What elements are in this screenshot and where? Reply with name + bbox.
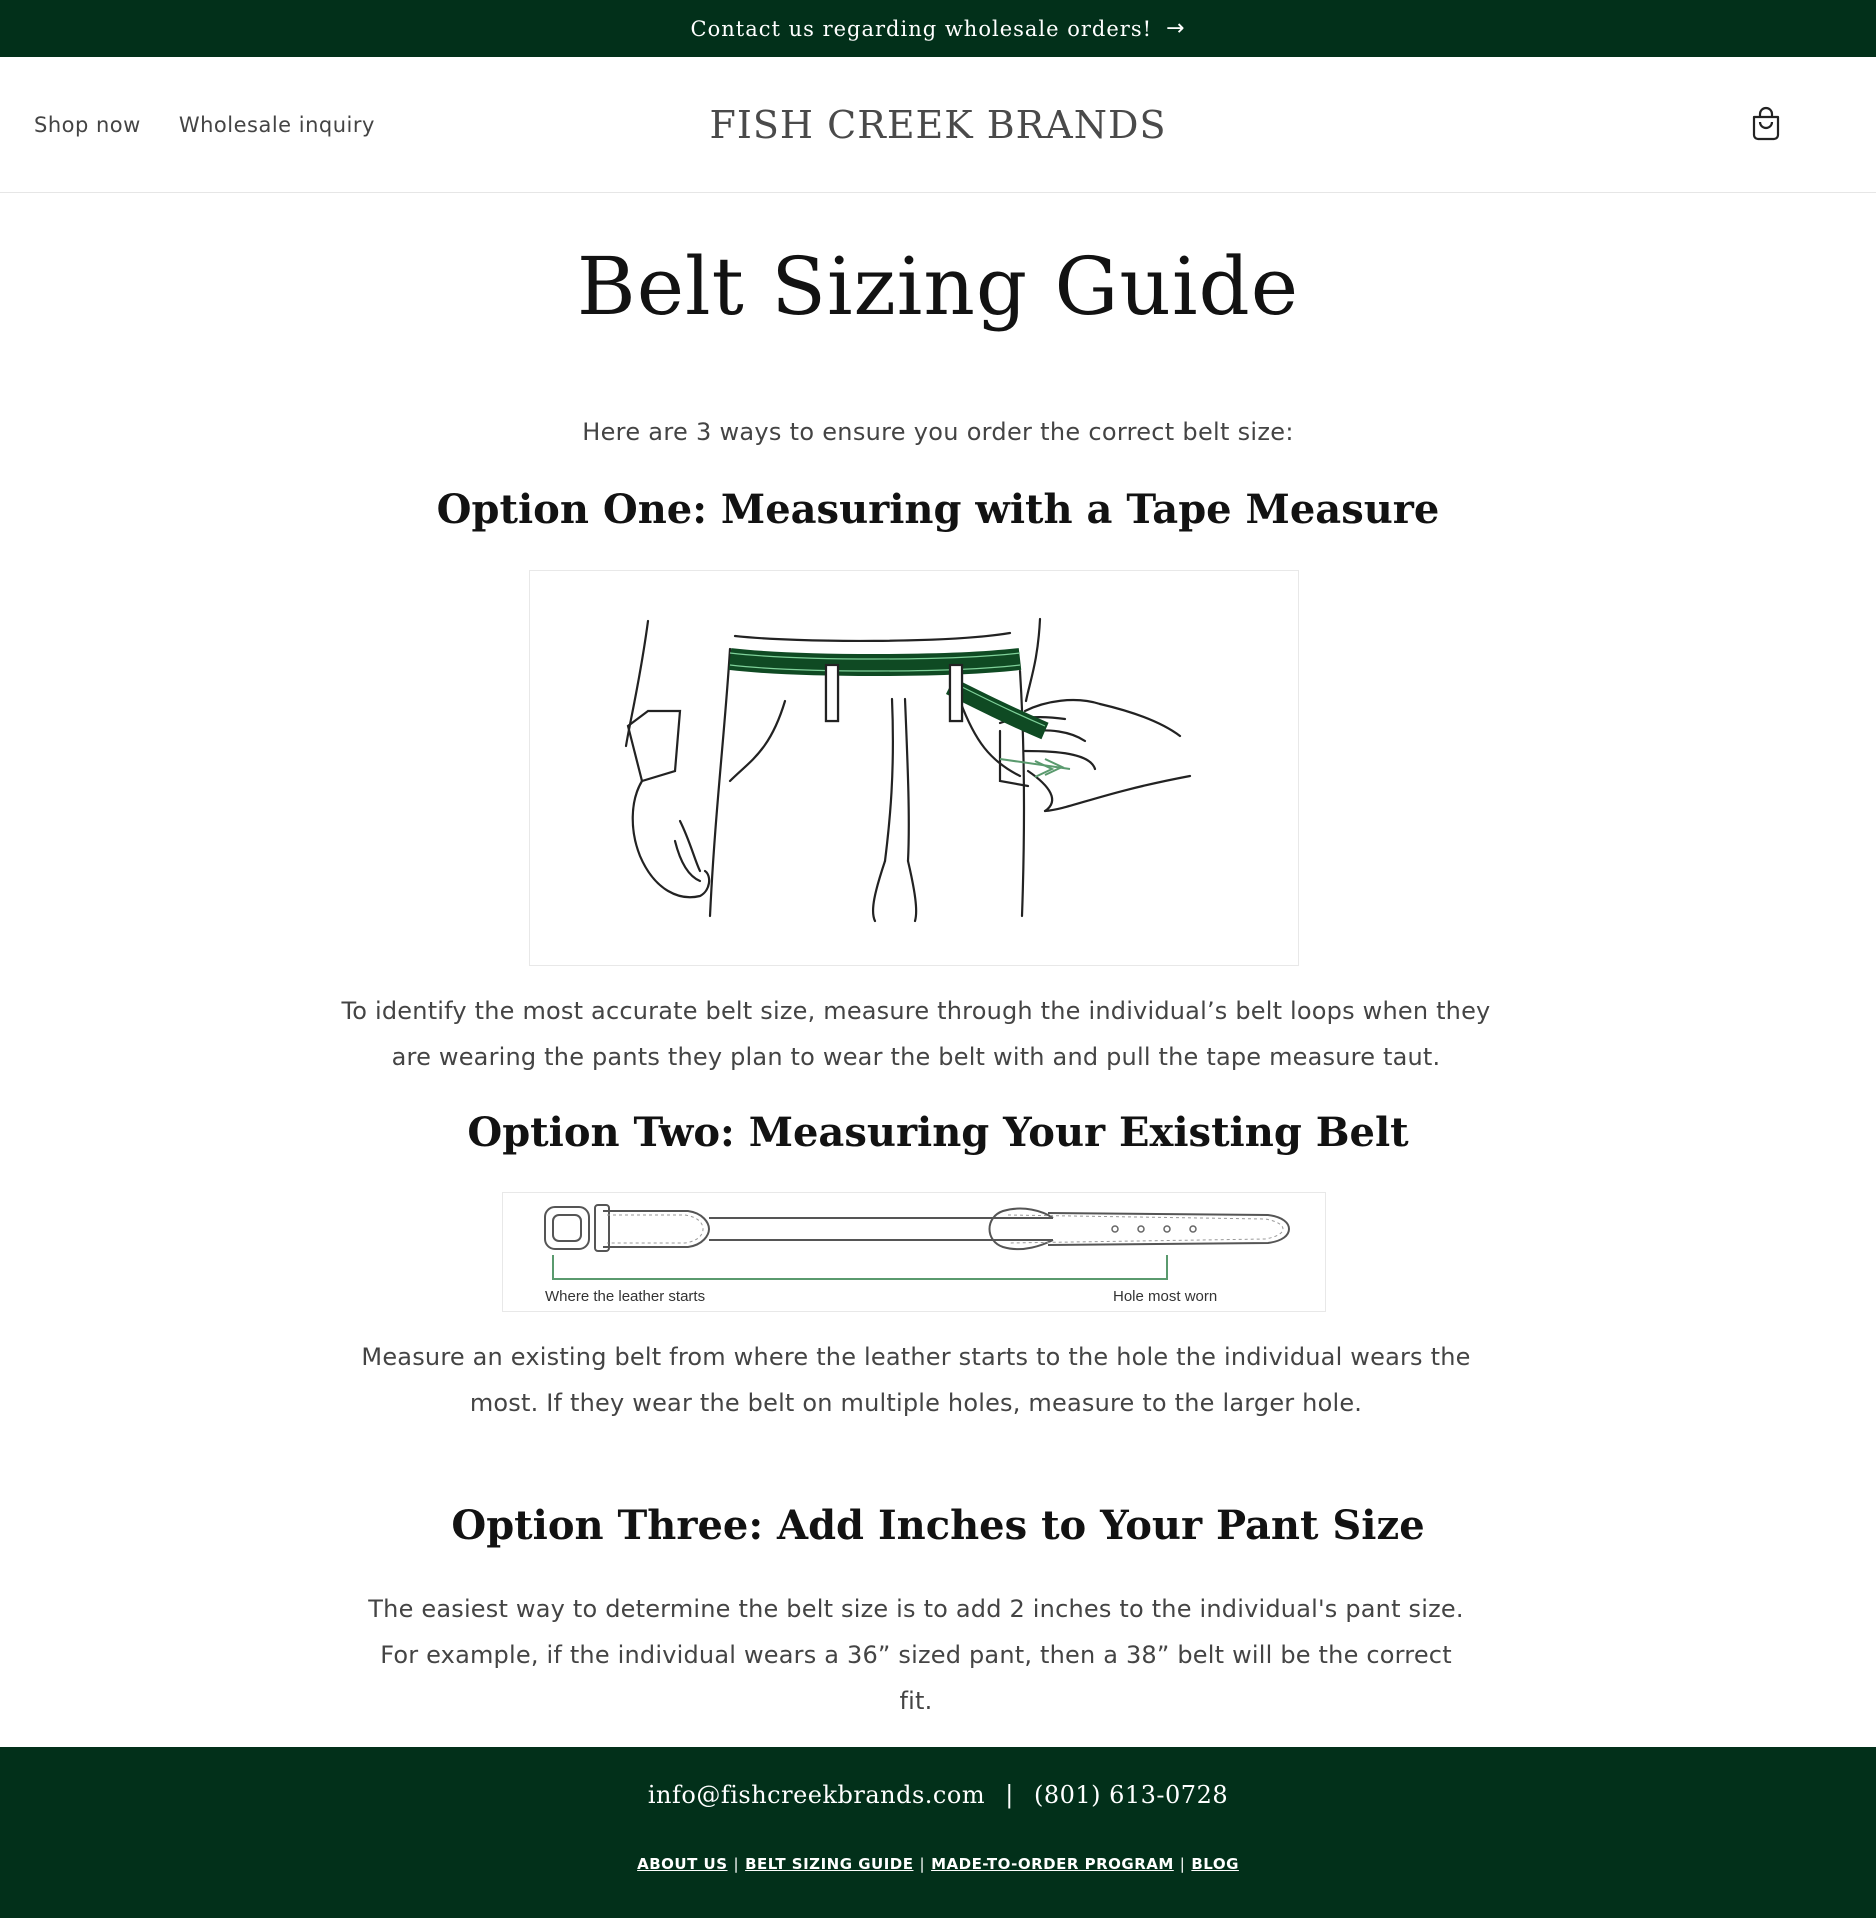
option-three-text: The easiest way to determine the belt size is to add 2 inches to the individual's pant size. For example, if the individual wears a 36” sized pant, then a 38” belt will be the correct fit. xyxy=(368,1595,1464,1715)
belt-drawing xyxy=(503,1193,1327,1313)
footer-link-made-to-order[interactable]: MADE-TO-ORDER PROGRAM xyxy=(931,1855,1174,1873)
option-three-heading: Option Three: Add Inches to Your Pant Size xyxy=(451,1502,1425,1549)
nav-item-shop-now[interactable]: Shop now xyxy=(34,113,141,137)
option-one-heading: Option One: Measuring with a Tape Measure xyxy=(436,486,1440,533)
footer-link-separator: | xyxy=(733,1855,740,1873)
footer-link-about-us[interactable]: ABOUT US xyxy=(637,1855,728,1873)
cart-icon[interactable] xyxy=(1746,105,1786,145)
footer-phone-link[interactable]: (801) 613-0728 xyxy=(1033,1781,1229,1809)
nav-item-wholesale-inquiry[interactable]: Wholesale inquiry xyxy=(178,113,375,137)
announcement-bar[interactable] xyxy=(0,0,1876,57)
footer-contact-separator: | xyxy=(1005,1781,1014,1809)
tape-measure-illustration xyxy=(529,570,1299,966)
belt-illustration xyxy=(502,1192,1326,1312)
footer-link-separator: | xyxy=(919,1855,926,1873)
tape-measure-drawing xyxy=(530,571,1300,967)
footer-link-separator: | xyxy=(1179,1855,1186,1873)
intro-text: Here are 3 ways to ensure you order the correct belt size: xyxy=(582,418,1294,446)
arrow-right-icon: → xyxy=(1166,16,1186,41)
footer-email-link[interactable]: info@fishcreekbrands.com xyxy=(647,1781,986,1809)
announcement-text[interactable]: Contact us regarding wholesale orders! xyxy=(690,16,1153,41)
site-footer xyxy=(0,1747,1876,1918)
footer-contact xyxy=(0,1781,1876,1809)
option-one-text: To identify the most accurate belt size, measure through the individual’s belt loops when they are wearing the pants they plan to wear the belt with and pull the tape measure taut. xyxy=(341,997,1491,1071)
site-header xyxy=(0,57,1876,193)
label-where-leather-starts: Where the leather starts xyxy=(545,1288,706,1305)
option-two-heading: Option Two: Measuring Your Existing Belt xyxy=(467,1109,1409,1156)
label-hole-most-worn: Hole most worn xyxy=(1113,1288,1218,1305)
page-title: Belt Sizing Guide xyxy=(576,240,1300,333)
option-two-text: Measure an existing belt from where the leather starts to the hole the individual wears the most. If they wear the belt on multiple holes, measure to the larger hole. xyxy=(361,1343,1471,1417)
footer-links xyxy=(0,1855,1876,1873)
footer-link-belt-sizing-guide[interactable]: BELT SIZING GUIDE xyxy=(745,1855,914,1873)
footer-link-blog[interactable]: BLOG xyxy=(1191,1855,1239,1873)
site-logo[interactable]: FISH CREEK BRANDS xyxy=(709,103,1167,147)
main-nav xyxy=(34,57,375,193)
